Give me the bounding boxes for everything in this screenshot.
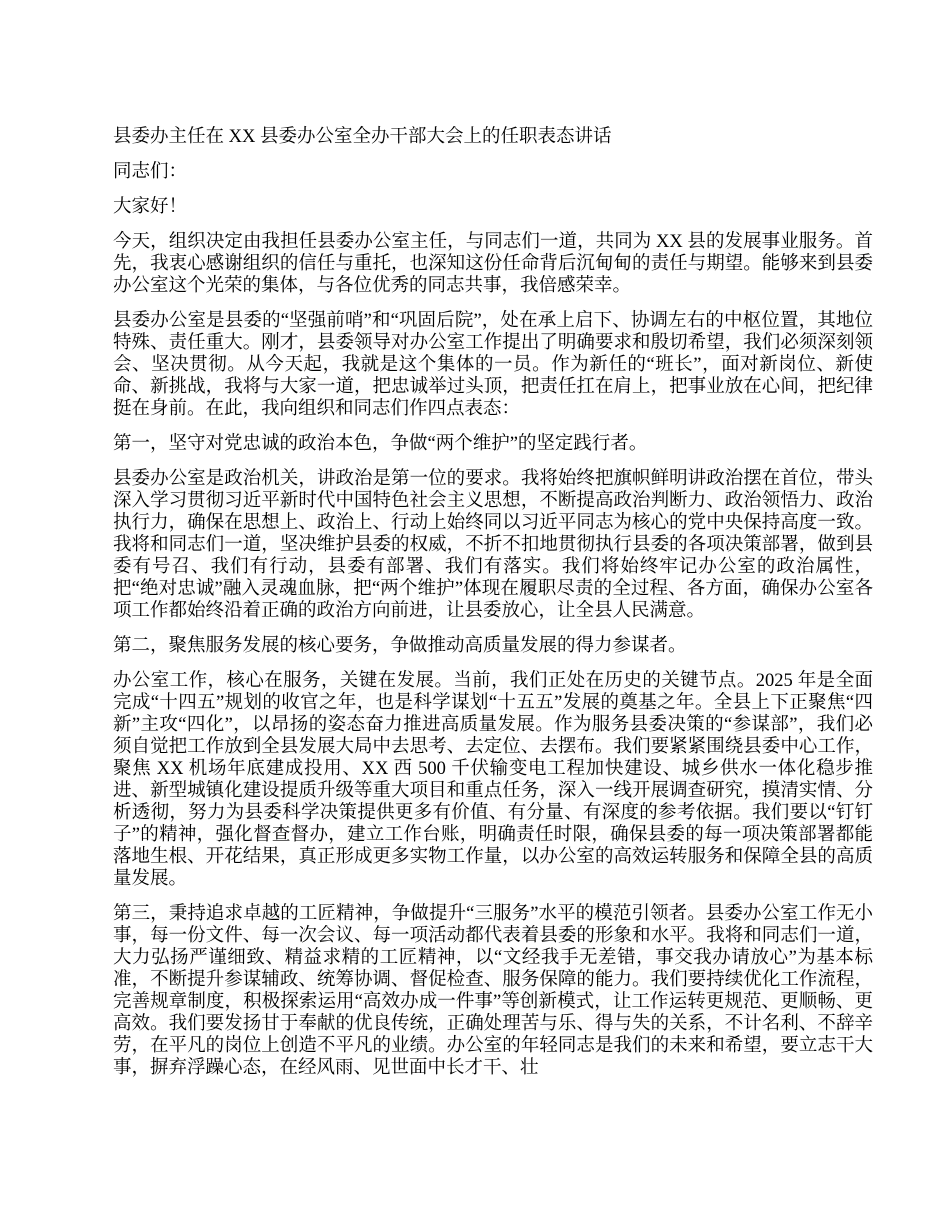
greeting-line: 大家好！ (113, 197, 188, 217)
heading-pledge-2: 第二，聚焦服务发展的核心要务，争做推动高质量发展的得力参谋者。 (113, 636, 687, 656)
document-title: 县委办主任在 XX 县委办公室全办干部大会上的任职表态讲话 (113, 127, 612, 147)
paragraph-office-role: 县委办公室是县委的“坚强前哨”和“巩固后院”，处在承上启下、协调左右的中枢位置，其地位特殊、责任重大。刚才，县委领导对办公室工作提出了明确要求和殷切希望，我们必须深刻领会、坚决贯彻。从今天起，我就是这个集体的一员。作为新任的“班长”，面对新岗位、新使命、新挑战，我将与大家一道，把忠诚举过头顶，把责任扛在肩上，把事业放在心间，把纪律挺在身前。在此，我向组织和同志们作四点表态： (113, 311, 873, 419)
paragraph-pledge-2: 办公室工作，核心在服务，关键在发展。当前，我们正处在历史的关键节点。2025 年是全面完成“十四五”规划的收官之年，也是科学谋划“十五五”发展的奠基之年。全县上下正聚焦“四新”主攻“四化”，以昂扬的姿态奋力推进高质量发展。作为服务县委决策的“参谋部”，我们必须自觉把工作放到全县发展大局中去思考、去定位、去摆布。我们要紧紧围绕县委中心工作，聚焦 XX 机场年底建成投用、XX 西 500 千伏输变电工程加快建设、城乡供水一体化稳步推进、新型城镇化建设提质升级等重大项目和重点任务，深入一线开展调查研究，摸清实情、分析透彻，努力为县委科学决策提供更多有价值、有分量、有深度的参考依据。我们要以“钉钉子”的精神，强化督查督办，建立工作台账，明确责任时限，确保县委的每一项决策部署都能落地生根、开花结果，真正形成更多实物工作量，以办公室的高效运转服务和保障全县的高质量发展。 (113, 671, 873, 889)
heading-pledge-1: 第一，坚守对党忠诚的政治本色，争做“两个维护”的坚定践行者。 (113, 434, 648, 454)
paragraph-pledge-3: 第三，秉持追求卓越的工匠精神，争做提升“三服务”水平的模范引领者。县委办公室工作无小事，每一份文件、每一次会议、每一项活动都代表着县委的形象和水平。我将和同志们一道，大力弘扬严谨细致、精益求精的工匠精神，以“文经我手无差错，事交我办请放心”为基本标准，不断提升参谋辅政、统筹协调、督促检查、服务保障的能力。我们要持续优化工作流程，完善规章制度，积极探索运用“高效办成一件事”等创新模式，让工作运转更规范、更顺畅、更高效。我们要发扬甘于奉献的优良传统，正确处理苦与乐、得与失的关系，不计名利、不辞辛劳，在平凡的岗位上创造不平凡的业绩。办公室的年轻同志是我们的未来和希望，要立志干大事，摒弃浮躁心态，在经风雨、见世面中长才干、壮 (113, 904, 873, 1078)
paragraph-pledge-1: 县委办公室是政治机关，讲政治是第一位的要求。我将始终把旗帜鲜明讲政治摆在首位，带头深入学习贯彻习近平新时代中国特色社会主义思想，不断提高政治判断力、政治领悟力、政治执行力，确保在思想上、政治上、行动上始终同以习近平同志为核心的党中央保持高度一致。我将和同志们一道，坚决维护县委的权威，不折不扣地贯彻执行县委的各项决策部署，做到县委有号召、我们有行动，县委有部署、我们有落实。我们将始终牢记办公室的政治属性，把“绝对忠诚”融入灵魂血脉，把“两个维护”体现在履职尽责的全过程、各方面，确保办公室各项工作都始终沿着正确的政治方向前进，让县委放心，让全县人民满意。 (113, 469, 873, 621)
salutation-line: 同志们： (113, 162, 188, 182)
paragraph-opening: 今天，组织决定由我担任县委办公室主任，与同志们一道，共同为 XX 县的发展事业服务。首先，我衷心感谢组织的信任与重托，也深知这份任命背后沉甸甸的责任与期望。能够来到县委办公室这个光荣的集体，与各位优秀的同志共事，我倍感荣幸。 (113, 232, 873, 296)
